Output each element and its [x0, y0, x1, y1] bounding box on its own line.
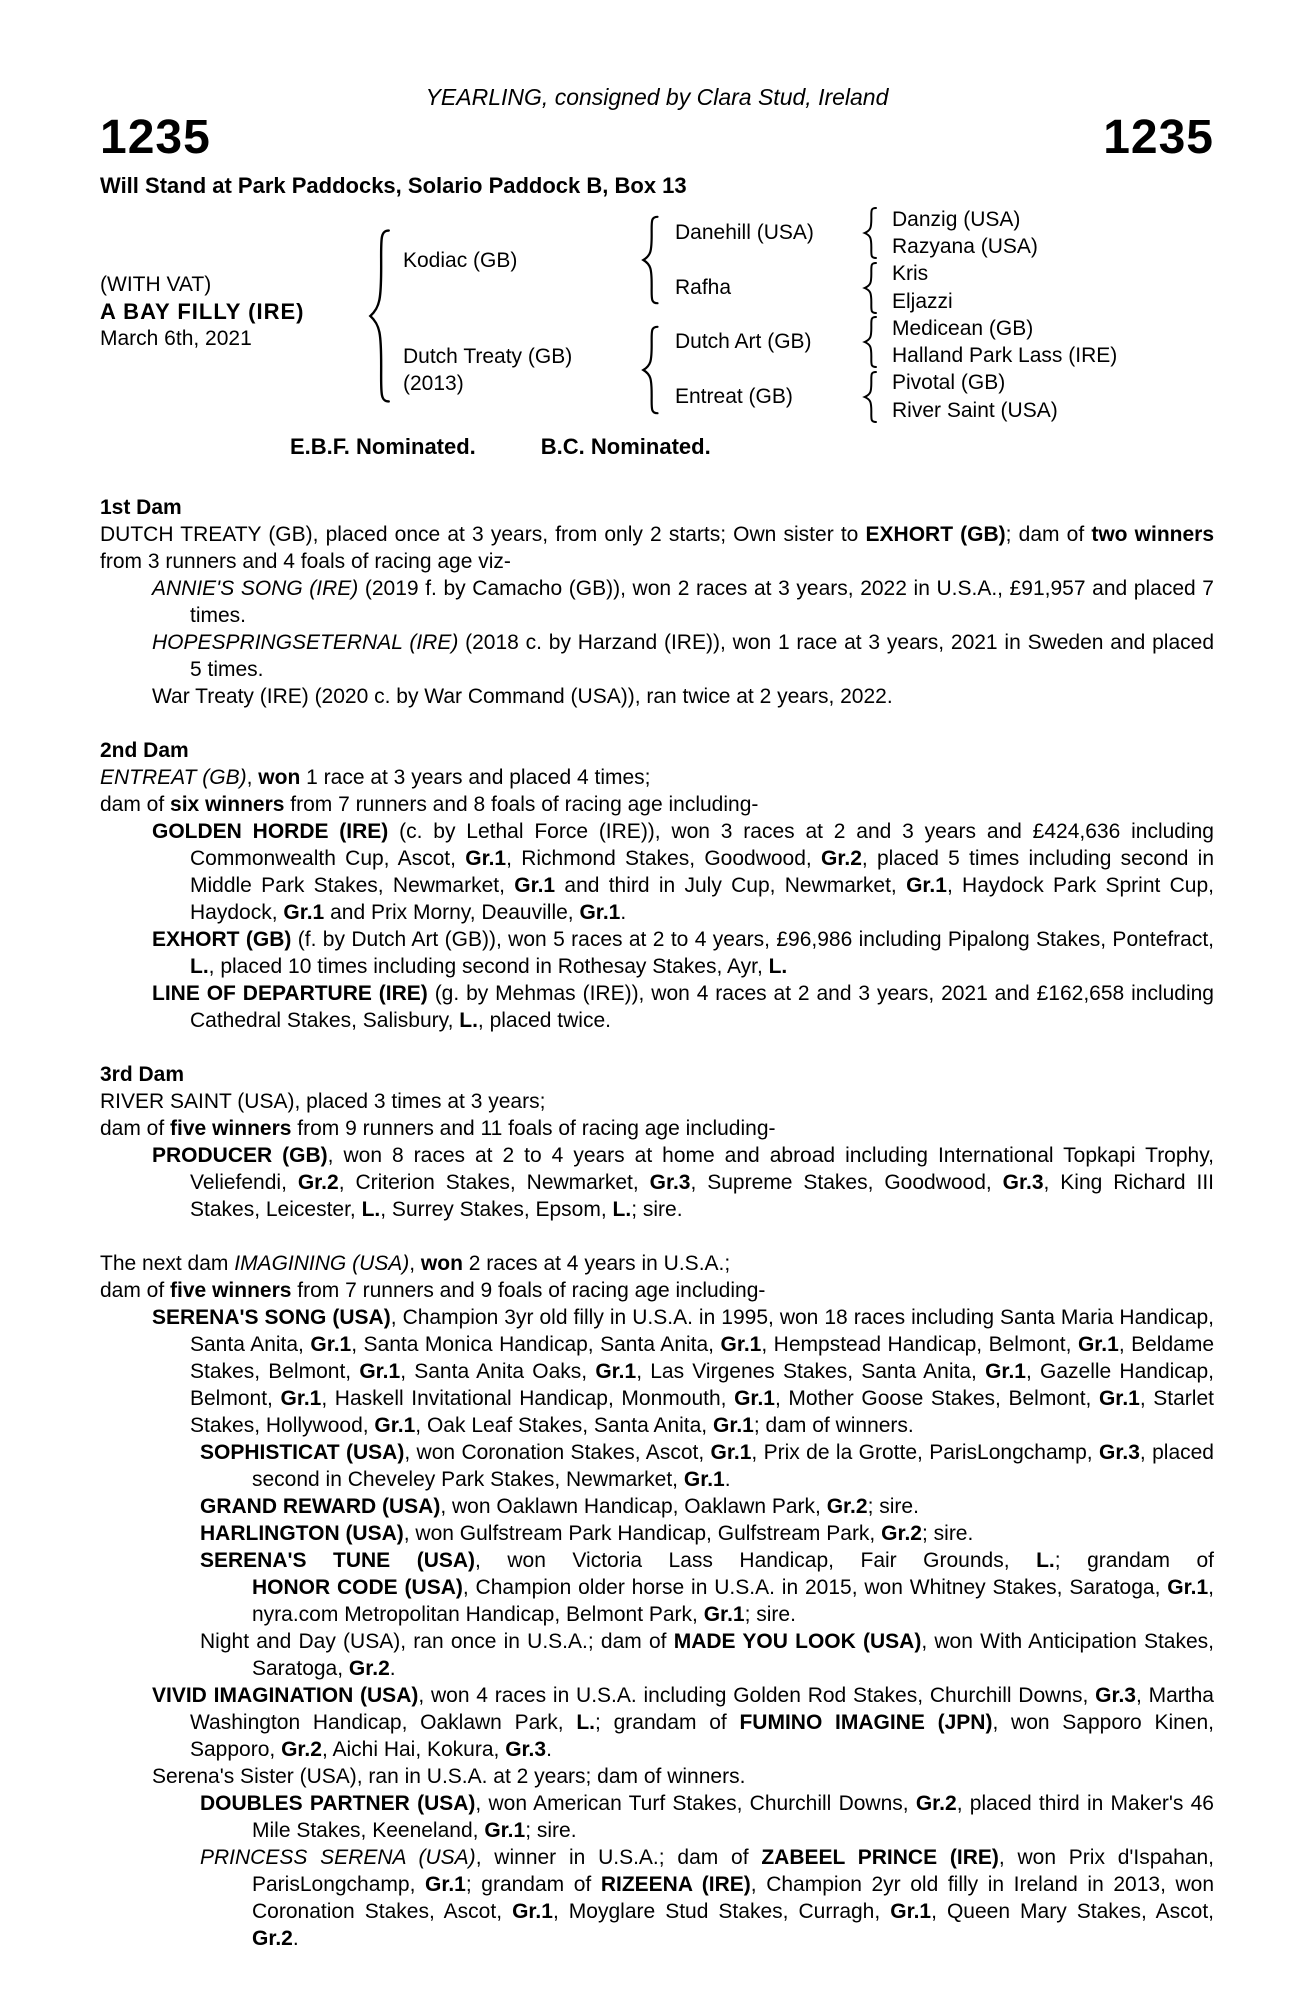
text-segment: from 3 runners and 4 foals of racing age viz- — [100, 550, 511, 573]
text-segment: , Supreme Stakes, Goodwood, — [690, 1171, 1003, 1194]
text-segment: Gr.2 — [881, 1522, 922, 1545]
great-grandparent-name: Pivotal (GB) — [892, 371, 1006, 394]
text-segment: dam of — [100, 1279, 171, 1302]
text-segment: five winners — [170, 1117, 292, 1140]
catalogue-paragraph — [100, 764, 1214, 791]
text-segment: Gr.1 — [1077, 1333, 1119, 1356]
bc-nominated-label: B.C. Nominated. — [540, 434, 711, 459]
text-segment: Gr.3 — [649, 1171, 691, 1194]
dam-section — [100, 1061, 1214, 1223]
catalogue-paragraph — [100, 791, 1214, 818]
text-segment: , Las Virgenes Stakes, Santa Anita, — [636, 1360, 986, 1383]
text-segment: , — [246, 766, 259, 789]
curly-brace-icon — [862, 316, 878, 368]
text-segment: L. — [768, 955, 788, 978]
text-segment: DOUBLES PARTNER (USA) — [200, 1792, 476, 1815]
great-grandparent-name: Danzig (USA) — [892, 208, 1021, 231]
catalogue-paragraph — [100, 1682, 1214, 1763]
catalogue-paragraph — [100, 1088, 1214, 1115]
great-grandparent-name: Medicean (GB) — [892, 317, 1034, 340]
dam-section-heading: 1st Dam — [100, 496, 182, 519]
text-segment: Gr.1 — [683, 1468, 725, 1491]
text-segment: and third in July Cup, Newmarket, — [555, 874, 907, 897]
text-segment: LINE OF DEPARTURE (IRE) — [152, 982, 428, 1005]
text-segment: ENTREAT (GB) — [100, 766, 247, 789]
text-segment: , won Sapporo Kinen, Sapporo, — [190, 1711, 1214, 1761]
page-header — [100, 84, 1214, 199]
text-segment: , Oak Leaf Stakes, Santa Anita, — [415, 1414, 713, 1437]
text-segment: , won American Turf Stakes, Churchill Downs, — [475, 1792, 916, 1815]
text-segment: ; sire. — [525, 1819, 577, 1842]
text-segment: . — [724, 1468, 731, 1491]
text-segment: , Haydock Park Sprint Cup, Haydock, — [190, 874, 1215, 924]
text-segment: , won Victoria Lass Handicap, Fair Grounds, — [475, 1549, 1037, 1572]
text-segment: . — [620, 901, 627, 924]
text-segment: and Prix Morny, Deauville, — [324, 901, 580, 924]
text-segment: L. — [459, 1009, 478, 1032]
text-segment: , Starlet Stakes, Hollywood, — [190, 1387, 1214, 1437]
text-segment: . — [292, 1927, 299, 1950]
text-segment: , Champion 3yr old filly in U.S.A. in 1995, won 18 races including Santa Maria Handicap, Santa Anita, — [190, 1306, 1214, 1356]
text-segment: , won Gulfstream Park Handicap, Gulfstream Park, — [403, 1522, 882, 1545]
lot-number-row — [100, 111, 1214, 164]
text-segment: Gr.1 — [425, 1873, 466, 1896]
pedigree-subject — [100, 271, 304, 352]
text-segment: (2018 c. by Harzand (IRE)), won 1 race at 3 years, 2021 in Sweden and placed 5 times. — [190, 631, 1215, 681]
ebf-nominated-label: E.B.F. Nominated. — [290, 434, 476, 459]
text-segment: PRINCESS SERENA (USA) — [200, 1846, 476, 1869]
text-segment: EXHORT (GB) — [865, 523, 1006, 546]
text-segment: Gr.1 — [906, 874, 947, 897]
text-segment: L. — [1036, 1549, 1055, 1572]
curly-brace-icon — [640, 325, 660, 415]
text-segment: Gr.1 — [465, 847, 507, 870]
text-segment: ; sire. — [631, 1198, 683, 1221]
text-segment: , placed second in Cheveley Park Stakes, Newmarket, — [252, 1441, 1214, 1491]
consignor-line: YEARLING, consigned by Clara Stud, Ireland — [425, 84, 889, 110]
great-grandparent-name: River Saint (USA) — [892, 399, 1058, 422]
text-segment: , Santa Anita Oaks, — [400, 1360, 596, 1383]
text-segment: RIVER SAINT (USA), placed 3 times at 3 years; — [100, 1090, 546, 1113]
text-segment: Gr.1 — [720, 1333, 762, 1356]
text-segment: PRODUCER (GB) — [152, 1144, 328, 1167]
text-segment: Gr.3 — [1099, 1441, 1140, 1464]
catalogue-paragraph — [100, 1439, 1214, 1493]
text-segment: five winners — [170, 1279, 292, 1302]
catalogue-paragraph — [100, 1115, 1214, 1142]
catalogue-paragraph — [100, 980, 1214, 1034]
catalogue-paragraph — [100, 1574, 1214, 1628]
text-segment: Gr.2 — [281, 1738, 322, 1761]
text-segment: . — [389, 1657, 396, 1680]
text-segment: ZABEEL PRINCE (IRE) — [761, 1846, 999, 1869]
text-segment: , placed twice. — [477, 1009, 611, 1032]
text-segment: Gr.1 — [734, 1387, 775, 1410]
dam-section — [100, 494, 1214, 710]
grandsire-name: Dutch Art (GB) — [675, 330, 812, 353]
text-segment: 2 races at 4 years in U.S.A.; — [462, 1252, 731, 1275]
text-segment: 1 race at 3 years and placed 4 times; — [300, 766, 651, 789]
catalogue-paragraph — [100, 926, 1214, 980]
catalogue-paragraph — [100, 683, 1214, 710]
text-segment: Gr.2 — [915, 1792, 957, 1815]
text-segment: . — [546, 1738, 552, 1761]
text-segment: Gr.3 — [1095, 1684, 1136, 1707]
text-segment: dam of — [100, 1117, 171, 1140]
nominations-row — [100, 433, 1214, 460]
text-segment: HOPESPRINGSETERNAL (IRE) — [152, 631, 459, 654]
text-segment: , nyra.com Metropolitan Handicap, Belmont Park, — [252, 1576, 1214, 1626]
text-segment: , Gazelle Handicap, Belmont, — [190, 1360, 1214, 1410]
text-segment: ; sire. — [744, 1603, 796, 1626]
text-segment: ; sire. — [867, 1495, 919, 1518]
text-segment: , placed 10 times including second in Rothesay Stakes, Ayr, — [208, 955, 769, 978]
granddam-name: Rafha — [675, 276, 732, 299]
text-segment: , Prix de la Grotte, ParisLongchamp, — [751, 1441, 1100, 1464]
dam-section — [100, 1250, 1214, 1952]
text-segment: EXHORT (GB) — [152, 928, 292, 951]
text-segment: MADE YOU LOOK (USA) — [673, 1630, 922, 1653]
stand-location-line: Will Stand at Park Paddocks, Solario Paddock B, Box 13 — [100, 173, 687, 198]
text-segment: (f. by Dutch Art (GB)), won 5 races at 2 to 4 years, £96,986 including Pipalong Stakes, Pontefract, — [291, 928, 1214, 951]
dam-name: Dutch Treaty (GB) — [403, 345, 573, 368]
grandsire-name: Danehill (USA) — [675, 221, 814, 244]
text-segment: ; grandam of — [1054, 1549, 1214, 1572]
dam-section-heading: 2nd Dam — [100, 739, 189, 762]
text-segment: , Beldame Stakes, Belmont, — [190, 1333, 1215, 1383]
catalogue-paragraph — [100, 1277, 1214, 1304]
text-segment: , Surrey Stakes, Epsom, — [380, 1198, 613, 1221]
text-segment: Gr.1 — [283, 901, 325, 924]
text-segment: ; grandam of — [465, 1873, 601, 1896]
text-segment: SERENA'S SONG (USA) — [152, 1306, 391, 1329]
curly-brace-icon — [862, 207, 878, 259]
text-segment: Gr.1 — [484, 1819, 526, 1842]
text-segment: L. — [612, 1198, 632, 1221]
catalogue-paragraph — [100, 1844, 1214, 1952]
text-segment: ; dam of winners. — [753, 1414, 914, 1437]
catalogue-paragraph — [100, 1250, 1214, 1277]
granddam-name: Entreat (GB) — [675, 385, 793, 408]
great-grandparent-name: Kris — [892, 262, 929, 285]
great-grandparent-name: Eljazzi — [892, 290, 953, 313]
text-segment: dam of — [100, 793, 171, 816]
text-segment: L. — [190, 955, 209, 978]
text-segment: , — [409, 1252, 421, 1275]
curly-brace-icon — [366, 227, 392, 405]
text-segment: Gr.2 — [821, 847, 862, 870]
text-segment: Gr.1 — [310, 1333, 352, 1356]
text-segment: Gr.1 — [1098, 1387, 1140, 1410]
text-segment: Serena's Sister (USA), ran in U.S.A. at 2 years; dam of winners. — [152, 1765, 746, 1788]
text-segment: , won Coronation Stakes, Ascot, — [404, 1441, 711, 1464]
curly-brace-icon — [862, 262, 878, 314]
text-segment: Gr.1 — [280, 1387, 322, 1410]
text-segment: , Mother Goose Stakes, Belmont, — [774, 1387, 1099, 1410]
catalogue-paragraph — [100, 1790, 1214, 1844]
text-segment: War Treaty (IRE) (2020 c. by War Command (USA)), ran twice at 2 years, 2022. — [152, 685, 893, 708]
text-segment: IMAGINING (USA) — [234, 1252, 410, 1275]
horse-name: A BAY FILLY (IRE) — [100, 299, 305, 324]
text-segment: VIVID IMAGINATION (USA) — [152, 1684, 419, 1707]
text-segment: won — [258, 766, 301, 789]
text-segment: ; dam of — [1005, 523, 1092, 546]
text-segment: from 9 runners and 11 foals of racing age including- — [291, 1117, 776, 1140]
text-segment: , Champion older horse in U.S.A. in 2015, won Whitney Stakes, Saratoga, — [462, 1576, 1168, 1599]
curly-brace-icon — [862, 371, 878, 423]
text-segment: HONOR CODE (USA) — [252, 1576, 463, 1599]
catalogue-paragraph — [100, 1520, 1214, 1547]
catalogue-paragraph — [100, 521, 1214, 575]
sire-name: Kodiac (GB) — [403, 249, 518, 272]
text-segment: The next dam — [100, 1252, 235, 1275]
dam-section-heading: 3rd Dam — [100, 1063, 185, 1086]
text-segment: , Santa Monica Handicap, Santa Anita, — [351, 1333, 721, 1356]
catalogue-paragraph — [100, 1547, 1214, 1574]
lot-number-left: 1235 — [100, 111, 211, 164]
text-segment: , won 8 races at 2 to 4 years at home and abroad including International Topkapi Trophy, Veliefendi, — [190, 1144, 1214, 1194]
text-segment: , Moyglare Stud Stakes, Curragh, — [552, 1900, 891, 1923]
text-segment: Gr.1 — [703, 1603, 745, 1626]
text-segment: , Haskell Invitational Handicap, Monmouth, — [321, 1387, 735, 1410]
text-segment: , won 4 races in U.S.A. including Golden Rod Stakes, Churchill Downs, — [418, 1684, 1096, 1707]
text-segment: RIZEENA (IRE) — [600, 1873, 751, 1896]
text-segment: two winners — [1091, 523, 1215, 546]
text-segment: Gr.1 — [985, 1360, 1026, 1383]
text-segment: six winners — [170, 793, 285, 816]
text-segment: Gr.1 — [712, 1414, 754, 1437]
lot-number-right: 1235 — [1103, 111, 1214, 164]
text-segment: L. — [576, 1711, 596, 1734]
text-segment: , won With Anticipation Stakes, Saratoga, — [252, 1630, 1215, 1680]
catalogue-paragraph — [100, 1763, 1214, 1790]
text-segment: Gr.2 — [297, 1171, 339, 1194]
catalogue-paragraph — [100, 1304, 1214, 1439]
text-segment: , winner in U.S.A.; dam of — [475, 1846, 762, 1869]
text-segment: , Criterion Stakes, Newmarket, — [338, 1171, 650, 1194]
text-segment: Gr.1 — [512, 1900, 553, 1923]
text-segment: FUMINO IMAGINE (JPN) — [739, 1711, 993, 1734]
text-segment: from 7 runners and 8 foals of racing age including- — [284, 793, 759, 816]
text-segment: , Hempstead Handicap, Belmont, — [761, 1333, 1078, 1356]
text-segment: ; grandam of — [595, 1711, 740, 1734]
catalogue-paragraph — [100, 629, 1214, 683]
catalogue-sections — [100, 494, 1214, 1952]
text-segment: Gr.3 — [505, 1738, 547, 1761]
catalogue-paragraph — [100, 1142, 1214, 1223]
text-segment: Gr.1 — [595, 1360, 637, 1383]
curly-brace-icon — [640, 215, 660, 305]
text-segment: , Martha Washington Handicap, Oaklawn Park, — [190, 1684, 1214, 1734]
text-segment: , King Richard III Stakes, Leicester, — [190, 1171, 1215, 1221]
dam-name-block — [403, 343, 572, 397]
text-segment: , placed 5 times including second in Middle Park Stakes, Newmarket, — [190, 847, 1215, 897]
text-segment: Gr.1 — [710, 1441, 752, 1464]
text-segment: , won Oaklawn Handicap, Oaklawn Park, — [440, 1495, 827, 1518]
text-segment: Gr.1 — [374, 1414, 416, 1437]
text-segment: GOLDEN HORDE (IRE) — [152, 820, 389, 843]
great-grandparent-name: Halland Park Lass (IRE) — [892, 344, 1118, 367]
dam-foal-year: (2013) — [403, 372, 464, 395]
pedigree-chart — [100, 201, 1214, 429]
text-segment: SOPHISTICAT (USA) — [200, 1441, 405, 1464]
text-segment: Gr.1 — [1167, 1576, 1209, 1599]
catalogue-paragraph — [100, 1493, 1214, 1520]
text-segment: , Aichi Hai, Kokura, — [321, 1738, 506, 1761]
text-segment: Night and Day (USA), ran once in U.S.A.; dam of — [200, 1630, 674, 1653]
text-segment: from 7 runners and 9 foals of racing age including- — [291, 1279, 766, 1302]
catalogue-paragraph — [100, 1628, 1214, 1682]
text-segment: HARLINGTON (USA) — [200, 1522, 404, 1545]
text-segment: (g. by Mehmas (IRE)), won 4 races at 2 and 3 years, 2021 and £162,658 including Cathedral Stakes, Salisbury, — [190, 982, 1214, 1032]
text-segment: Gr.2 — [348, 1657, 390, 1680]
great-grandparent-name: Razyana (USA) — [892, 235, 1038, 258]
catalogue-paragraph — [100, 575, 1214, 629]
text-segment: (c. by Lethal Force (IRE)), won 3 races at 2 and 3 years and £424,636 including Commonwealth Cup, Ascot, — [190, 820, 1214, 870]
text-segment: , Richmond Stakes, Goodwood, — [506, 847, 822, 870]
text-segment: Gr.1 — [514, 874, 556, 897]
text-segment: Gr.1 — [890, 1900, 932, 1923]
text-segment: ANNIE'S SONG (IRE) — [152, 577, 359, 600]
text-segment: , placed third in Maker's 46 Mile Stakes, Keeneland, — [252, 1792, 1214, 1842]
text-segment: SERENA'S TUNE (USA) — [200, 1549, 476, 1572]
vat-note: (WITH VAT) — [100, 273, 212, 296]
text-segment: , Champion 2yr old filly in Ireland in 2013, won Coronation Stakes, Ascot, — [252, 1873, 1214, 1923]
text-segment: Gr.1 — [359, 1360, 401, 1383]
text-segment: (2019 f. by Camacho (GB)), won 2 races at 3 years, 2022 in U.S.A., £91,957 and placed 7 times. — [190, 577, 1214, 627]
text-segment: Gr.1 — [579, 901, 621, 924]
text-segment: L. — [361, 1198, 381, 1221]
text-segment: GRAND REWARD (USA) — [200, 1495, 441, 1518]
text-segment: DUTCH TREATY (GB), placed once at 3 years, from only 2 starts; Own sister to — [100, 523, 866, 546]
text-segment: Gr.2 — [252, 1927, 293, 1950]
text-segment: Gr.3 — [1002, 1171, 1044, 1194]
catalogue-paragraph — [100, 818, 1214, 926]
text-segment: Gr.2 — [826, 1495, 868, 1518]
dam-section — [100, 737, 1214, 1034]
foal-date: March 6th, 2021 — [100, 327, 252, 350]
text-segment: , Queen Mary Stakes, Ascot, — [931, 1900, 1215, 1923]
text-segment: won — [420, 1252, 463, 1275]
text-segment: , won Prix d'Ispahan, ParisLongchamp, — [252, 1846, 1214, 1896]
text-segment: ; sire. — [921, 1522, 974, 1545]
